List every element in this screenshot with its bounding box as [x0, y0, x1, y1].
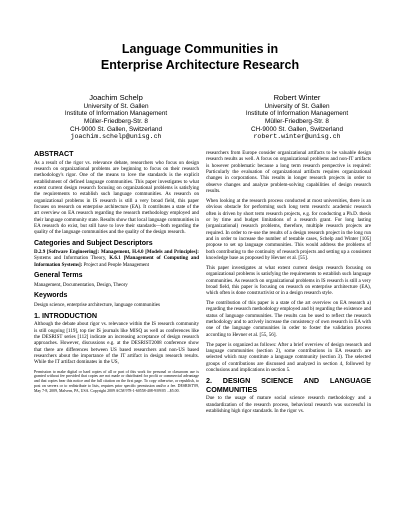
keywords-heading: Keywords	[34, 292, 68, 299]
keywords-text: Design science, enterprise architecture, language communities	[34, 301, 160, 308]
copyright-notice: Permission to make digital or hard copies of all or part of this work for personal or classroom use is granted without fee provided that copies are not made or distributed for profit or commercial advantage and that copies bear this notice and the full citation on the first page. To copy otherwise, or republish, to post on servers or to redistribute to lists, requires prior specific permission and/or a fee. DESRIST'09, May 7-8, 2009, Malvern, PA, USA. Copyright 2009 ACM 978-1-60558-408-9/09/05 ...$5.00.	[34, 369, 199, 393]
title-line-1: Language Communities in	[121, 42, 279, 56]
body-paragraph: The contribution of this paper is a state of the art overview on EA research a) regarding the research methodology employed and b) regarding the existence and status of language communities. The results can be used to reflect the research methodology and to actively increase the consistency of own research in EA with one of the language communities in order to foster the validation process according to Hevner et al. [55, 56].	[206, 300, 371, 338]
author-street: Müller-Friedberg-Str. 8	[84, 117, 148, 125]
category-1: D.2.9 [Software Engineering]: Management,	[34, 249, 133, 256]
author-affiliation: University of St. Gallen	[83, 102, 149, 110]
author-email: joachim.schelp@unisg.ch	[70, 133, 162, 141]
author-city: CH-9000 St. Gallen, Switzerland	[251, 125, 343, 133]
section-2-heading: 2. DESIGN SCIENCE AND LANGUAGE COMMUNITIES	[206, 376, 371, 394]
category-3-desc: Project and People Management	[83, 261, 150, 268]
category-2-desc: Systems and Information Theory,	[34, 255, 110, 262]
right-column	[206, 150, 371, 418]
author-institute: Institute of Information Management	[64, 110, 168, 118]
body-paragraph: This paper investigates at what extent current design research focusing on organizational problems is satisfying the requirements to establish such language communities. As research on organizational problems in IS research is still a very broad field, this paper is focusing on research on enterprise architecture (EA), which often is done constructivist or in a design research style.	[206, 264, 371, 297]
abstract-text: As a result of the rigor vs. relevance debate, researchers who focus on design research on organizational problems are beginning to focus on their research methodology's rigor. One of the means to love the standards is the explicit establishment of defined language communities. This paper investigates to what extent current design research focusing on organizational problems is satisfying the requirements to establish such language communities. As research on organizational problems in IS research is still a very broad field, this paper focuses on research on enterprise architecture (EA). It contributes a state of the art overview on EA research regarding the research methodology employed and their language community state. Results show that local language communities in EA research do exist, but still have to love their standards—both regarding the quality of the language communities and the quality of the design research.	[34, 159, 199, 236]
author-email: robert.winter@unisg.ch	[253, 133, 341, 141]
categories-text	[34, 249, 199, 268]
abstract-heading: ABSTRACT	[34, 149, 74, 158]
title-line-2: Enterprise Architecture Research	[100, 58, 300, 72]
body-paragraph: When looking at the research process conducted at most universities, there is an obvious obstacle for performing such long term research: academic research often is driven by short term research projects, e.g. for conducting a Ph.D. thesis or by time and budget limitations of a research grant. For long lasting (organizational) research problems, therefore, multiple research projects are required. In order to re-use the results of a design research project in the long run and in order to increase the number of testable cases, Schelp and Winter [105] propose to set up language communities. This would address the problems of both contributing to the continuity of research projects and setting up a consistent knowledge base as proposed by Hevner et al. [55].	[206, 197, 371, 261]
body-paragraph: The paper is organized as follows: After a brief overview of design research and language communities (section 2), some contributions in EA research are selected which may constitute a language community (section 3). The selected groups of contributions are discussed and analyzed in section 4, followed by conclusions and implications in section 5.	[206, 341, 371, 373]
author-name: Joachim Schelp	[89, 93, 143, 102]
introduction-heading: 1. INTRODUCTION	[34, 310, 98, 320]
author-block-2	[222, 93, 372, 142]
paper-title	[0, 41, 400, 73]
category-2: H.4.0 [Models and Principles]:	[132, 249, 199, 256]
category-3: K.6.1 [Management of Computing and Information Systems]:	[34, 255, 199, 268]
introduction-text: Although the debate about rigor vs. relevance within the IS research community is still ongoing [119], top tier IS journals like MISQ as well as conferences like the DESRIST series [112] indicate an increasing acceptance of design research approaches. However, discussions e.g. at the DESRIST2008 conference show that there are differences between US based researchers and non-US based researchers about the importance of the IT artifact in design research results. While the IT artifact dominates in the US,	[34, 321, 199, 366]
general-terms-heading: General Terms	[34, 272, 83, 280]
author-affiliation: University of St. Gallen	[264, 102, 330, 110]
author-institute: Institute of Information Management	[245, 110, 349, 118]
author-city: CH-9000 St. Gallen, Switzerland	[70, 125, 162, 133]
author-name: Robert Winter	[273, 93, 321, 102]
general-terms-text: Management, Documentation, Design, Theory	[34, 281, 128, 288]
categories-heading: Categories and Subject Descriptors	[34, 239, 153, 247]
section-2-text: Due to the usage of mature social science research methodology and a standardization of the research process, behavioral research was successful in establishing high rigor standards. In the rigor vs.	[206, 395, 371, 415]
body-paragraph: researchers from Europe consider organizational artifacts to be valuable design research results as well. A focus on organizational problems and non-IT artifacts is however problematic because a long term research perspective is required: Particularly the evaluation of organizational artifacts requires organizational changes in corporations. This results in longer research projects in order to observe changes and analyze problem-solving capabilities of design research results.	[206, 150, 371, 195]
author-block-1	[41, 93, 191, 142]
left-column	[34, 150, 199, 393]
author-street: Müller-Friedberg-Str. 8	[265, 117, 329, 125]
